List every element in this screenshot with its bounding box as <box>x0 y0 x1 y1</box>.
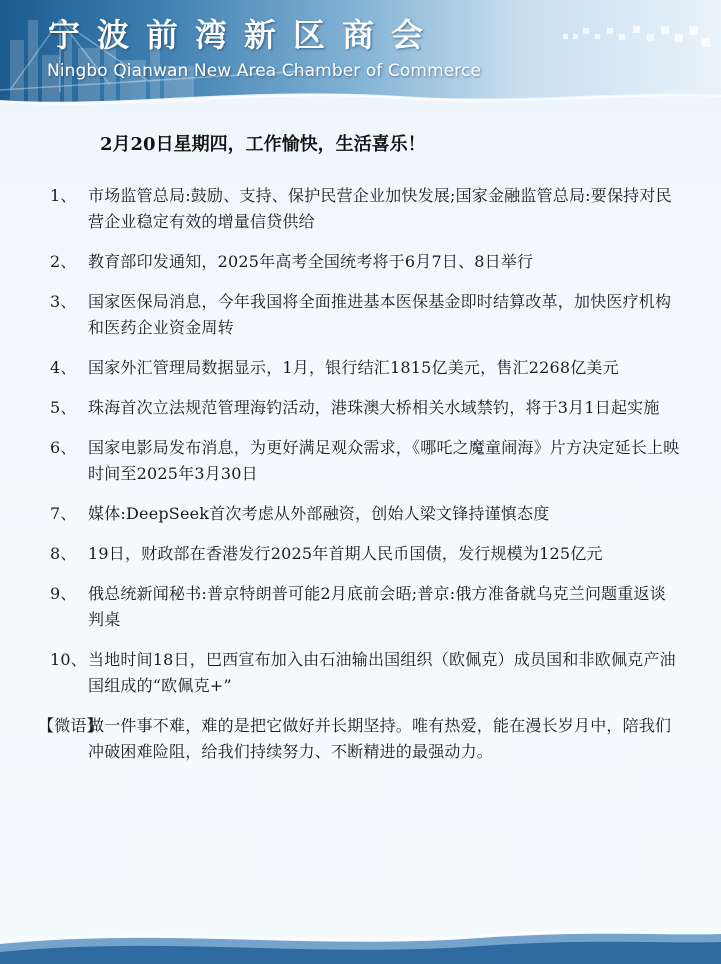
quote-text: 做一件事不难，难的是把它做好并长期坚持。唯有热爱，能在漫长岁月中，陪我们冲破困难险阻，给我们持续努力、不断精进的最强动力。 <box>88 716 672 761</box>
item-number: 8、 <box>50 544 77 563</box>
news-list <box>38 183 680 779</box>
page-headline: 2月20日星期四，工作愉快，生活喜乐！ <box>100 134 426 155</box>
footer-wave-graphic <box>0 924 721 964</box>
item-text: 当地时间18日，巴西宣布加入由石油输出国组织（欧佩克）成员国和非欧佩克产油国组成的“欧佩克+” <box>88 650 676 695</box>
item-text: 国家外汇管理局数据显示，1月，银行结汇1815亿美元，售汇2268亿美元 <box>88 358 619 377</box>
decorative-dots <box>563 20 713 60</box>
list-item <box>48 647 680 699</box>
list-item <box>48 541 680 567</box>
list-item <box>48 435 680 487</box>
item-text: 19日，财政部在香港发行2025年首期人民币国债，发行规模为125亿元 <box>88 544 603 563</box>
item-text: 媒体:DeepSeek首次考虑从外部融资，创始人梁文锋持谨慎态度 <box>88 504 550 523</box>
item-text: 教育部印发通知，2025年高考全国统考将于6月7日、8日举行 <box>88 252 534 271</box>
list-item <box>48 183 680 235</box>
item-number: 4、 <box>50 358 77 377</box>
list-item <box>48 249 680 275</box>
item-number: 6、 <box>50 438 77 457</box>
item-text: 国家医保局消息，今年我国将全面推进基本医保基金即时结算改革，加快医疗机构和医药企业资金周转 <box>88 292 672 337</box>
item-number: 7、 <box>50 504 77 523</box>
quote-item <box>38 713 680 765</box>
item-text: 市场监管总局:鼓励、支持、保护民营企业加快发展;国家金融监管总局:要保持对民营企业稳定有效的增量信贷供给 <box>88 186 672 231</box>
item-number: 2、 <box>50 252 77 271</box>
list-item <box>48 289 680 341</box>
header-banner <box>0 0 721 118</box>
title-chinese: 宁波前湾新区商会 <box>48 16 441 54</box>
item-text: 国家电影局发布消息，为更好满足观众需求，《哪吒之魔童闹海》片方决定延长上映时间至2025年3月30日 <box>88 438 680 483</box>
list-item <box>48 581 680 633</box>
list-item <box>48 395 680 421</box>
item-text: 珠海首次立法规范管理海钓活动，港珠澳大桥相关水域禁钓，将于3月1日起实施 <box>88 398 660 417</box>
quote-label: 【微语】 <box>38 716 103 735</box>
item-number: 1、 <box>50 186 77 205</box>
item-text: 俄总统新闻秘书:普京特朗普可能2月底前会晤;普京:俄方准备就乌克兰问题重返谈判桌 <box>88 584 666 629</box>
list-item <box>48 501 680 527</box>
header-wave-graphic <box>0 78 721 118</box>
title-english: Ningbo Qianwan New Area Chamber of Commerce <box>47 61 482 81</box>
list-item <box>48 355 680 381</box>
item-number: 9、 <box>50 584 77 603</box>
item-number: 10、 <box>50 650 87 669</box>
item-number: 3、 <box>50 292 77 311</box>
item-number: 5、 <box>50 398 77 417</box>
